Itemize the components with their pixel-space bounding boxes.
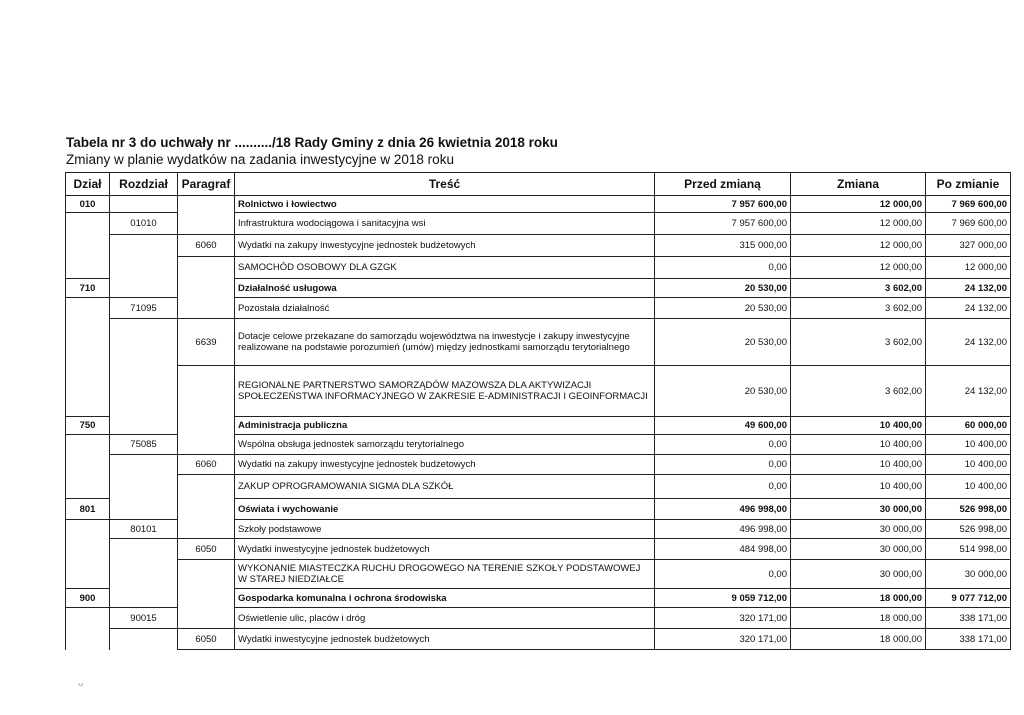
cell-tresc: Wydatki na zakupy inwestycyjne jednostek budżetowych (235, 455, 655, 475)
cell-paragraf (178, 608, 235, 629)
cell-tresc: Wydatki inwestycyjne jednostek budżetowych (235, 629, 655, 650)
table-row (66, 235, 1011, 257)
cell-dzial (66, 366, 110, 417)
cell-dzial (66, 560, 110, 589)
cell-paragraf: 6060 (178, 455, 235, 475)
table-row (66, 608, 1011, 629)
cell-dzial (66, 455, 110, 475)
cell-zmiana: 18 000,00 (791, 589, 926, 608)
cell-przed-zmiana: 7 957 600,00 (655, 213, 791, 235)
cell-rozdzial (110, 629, 178, 650)
stray-mark: ᴗ (78, 678, 84, 689)
cell-tresc: WYKONANIE MIASTECZKA RUCHU DROGOWEGO NA TERENIE SZKOŁY PODSTAWOWEJ W STAREJ NIEDZIAŁCE (235, 560, 655, 589)
cell-rozdzial (110, 279, 178, 298)
cell-po-zmianie: 327 000,00 (926, 235, 1011, 257)
cell-tresc: Administracja publiczna (235, 417, 655, 435)
cell-rozdzial (110, 235, 178, 257)
table-row (66, 417, 1011, 435)
cell-rozdzial (110, 455, 178, 475)
cell-przed-zmiana: 496 998,00 (655, 520, 791, 539)
column-header-zmiana: Zmiana (791, 173, 926, 196)
cell-zmiana: 10 400,00 (791, 455, 926, 475)
cell-tresc: Wydatki na zakupy inwestycyjne jednostek budżetowych (235, 235, 655, 257)
cell-zmiana: 12 000,00 (791, 235, 926, 257)
cell-tresc: SAMOCHÓD OSOBOWY DLA GZGK (235, 257, 655, 279)
cell-przed-zmiana: 20 530,00 (655, 298, 791, 319)
cell-dzial (66, 213, 110, 235)
cell-przed-zmiana: 0,00 (655, 435, 791, 455)
cell-przed-zmiana: 315 000,00 (655, 235, 791, 257)
cell-paragraf (178, 589, 235, 608)
table-row (66, 196, 1011, 213)
column-header-tresc: Treść (235, 173, 655, 196)
cell-paragraf (178, 560, 235, 589)
cell-tresc: Rolnictwo i łowiectwo (235, 196, 655, 213)
cell-dzial: 710 (66, 279, 110, 298)
cell-zmiana: 10 400,00 (791, 435, 926, 455)
column-header-rozdzial: Rozdział (110, 173, 178, 196)
cell-tresc: Oświetlenie ulic, placów i dróg (235, 608, 655, 629)
cell-tresc: REGIONALNE PARTNERSTWO SAMORZĄDÓW MAZOWSZA DLA AKTYWIZACJI SPOŁECZEŃSTWA INFORMACYJNEGO W ZAKRESIE E-ADMINISTRACJI I GEOINFORMACJI (235, 366, 655, 417)
cell-po-zmianie: 514 998,00 (926, 539, 1011, 560)
cell-dzial (66, 435, 110, 455)
cell-rozdzial: 80101 (110, 520, 178, 539)
cell-paragraf: 6060 (178, 235, 235, 257)
cell-tresc: ZAKUP OPROGRAMOWANIA SIGMA DLA SZKÓŁ (235, 475, 655, 499)
cell-po-zmianie: 24 132,00 (926, 319, 1011, 366)
cell-dzial: 900 (66, 589, 110, 608)
table-body (66, 196, 1011, 650)
cell-rozdzial (110, 475, 178, 499)
cell-po-zmianie: 338 171,00 (926, 608, 1011, 629)
cell-przed-zmiana: 0,00 (655, 455, 791, 475)
cell-zmiana: 3 602,00 (791, 298, 926, 319)
cell-paragraf: 6050 (178, 629, 235, 650)
cell-paragraf (178, 499, 235, 520)
cell-przed-zmiana: 9 059 712,00 (655, 589, 791, 608)
table-row (66, 435, 1011, 455)
cell-rozdzial (110, 589, 178, 608)
cell-tresc: Oświata i wychowanie (235, 499, 655, 520)
cell-zmiana: 3 602,00 (791, 279, 926, 298)
cell-po-zmianie: 24 132,00 (926, 366, 1011, 417)
column-header-paragraf: Paragraf (178, 173, 235, 196)
cell-rozdzial (110, 499, 178, 520)
cell-zmiana: 3 602,00 (791, 366, 926, 417)
cell-po-zmianie: 60 000,00 (926, 417, 1011, 435)
document-title: Tabela nr 3 do uchwały nr ........../18 Rady Gminy z dnia 26 kwietnia 2018 roku (66, 135, 558, 150)
cell-rozdzial: 90015 (110, 608, 178, 629)
cell-po-zmianie: 10 400,00 (926, 455, 1011, 475)
cell-zmiana: 30 000,00 (791, 539, 926, 560)
cell-przed-zmiana: 20 530,00 (655, 279, 791, 298)
table-header-row (66, 173, 1011, 196)
cell-tresc: Pozostała działalność (235, 298, 655, 319)
cell-tresc: Infrastruktura wodociągowa i sanitacyjna wsi (235, 213, 655, 235)
cell-po-zmianie: 338 171,00 (926, 629, 1011, 650)
column-header-po-zmianie: Po zmianie (926, 173, 1011, 196)
cell-tresc: Działalność usługowa (235, 279, 655, 298)
table-row (66, 298, 1011, 319)
cell-po-zmianie: 7 969 600,00 (926, 213, 1011, 235)
cell-rozdzial (110, 257, 178, 279)
cell-dzial (66, 257, 110, 279)
cell-po-zmianie: 10 400,00 (926, 475, 1011, 499)
cell-rozdzial (110, 417, 178, 435)
cell-paragraf (178, 366, 235, 417)
cell-dzial (66, 475, 110, 499)
cell-po-zmianie: 24 132,00 (926, 298, 1011, 319)
table-row (66, 319, 1011, 366)
table-row (66, 539, 1011, 560)
cell-rozdzial (110, 560, 178, 589)
cell-zmiana: 12 000,00 (791, 196, 926, 213)
cell-zmiana: 10 400,00 (791, 417, 926, 435)
cell-dzial (66, 235, 110, 257)
cell-rozdzial (110, 366, 178, 417)
cell-paragraf (178, 417, 235, 435)
cell-paragraf: 6639 (178, 319, 235, 366)
cell-zmiana: 3 602,00 (791, 319, 926, 366)
table-row (66, 279, 1011, 298)
document-subtitle: Zmiany w planie wydatków na zadania inwestycyjne w 2018 roku (66, 152, 454, 167)
cell-przed-zmiana: 484 998,00 (655, 539, 791, 560)
cell-przed-zmiana: 320 171,00 (655, 608, 791, 629)
cell-po-zmianie: 12 000,00 (926, 257, 1011, 279)
cell-dzial (66, 319, 110, 366)
cell-zmiana: 12 000,00 (791, 213, 926, 235)
cell-dzial (66, 608, 110, 629)
table-row (66, 455, 1011, 475)
cell-tresc: Gospodarka komunalna i ochrona środowiska (235, 589, 655, 608)
cell-dzial: 801 (66, 499, 110, 520)
cell-paragraf (178, 298, 235, 319)
cell-paragraf (178, 279, 235, 298)
cell-zmiana: 30 000,00 (791, 520, 926, 539)
cell-dzial (66, 629, 110, 650)
cell-dzial (66, 520, 110, 539)
cell-rozdzial: 01010 (110, 213, 178, 235)
cell-paragraf (178, 257, 235, 279)
cell-rozdzial (110, 539, 178, 560)
column-header-dzial: Dział (66, 173, 110, 196)
cell-paragraf (178, 435, 235, 455)
cell-zmiana: 30 000,00 (791, 499, 926, 520)
cell-paragraf: 6050 (178, 539, 235, 560)
cell-po-zmianie: 24 132,00 (926, 279, 1011, 298)
cell-dzial (66, 298, 110, 319)
cell-dzial: 010 (66, 196, 110, 213)
cell-przed-zmiana: 49 600,00 (655, 417, 791, 435)
cell-zmiana: 12 000,00 (791, 257, 926, 279)
cell-po-zmianie: 9 077 712,00 (926, 589, 1011, 608)
cell-paragraf (178, 213, 235, 235)
table-row (66, 520, 1011, 539)
cell-po-zmianie: 526 998,00 (926, 520, 1011, 539)
cell-przed-zmiana: 0,00 (655, 475, 791, 499)
cell-przed-zmiana: 7 957 600,00 (655, 196, 791, 213)
cell-dzial (66, 539, 110, 560)
cell-po-zmianie: 7 969 600,00 (926, 196, 1011, 213)
cell-przed-zmiana: 20 530,00 (655, 319, 791, 366)
cell-rozdzial (110, 196, 178, 213)
cell-zmiana: 18 000,00 (791, 608, 926, 629)
cell-tresc: Dotacje celowe przekazane do samorządu województwa na inwestycje i zakupy inwestycyjne realizowane na podstawie porozumień (umów) między jednostkami samorządu terytorialnego (235, 319, 655, 366)
cell-po-zmianie: 30 000,00 (926, 560, 1011, 589)
cell-przed-zmiana: 0,00 (655, 560, 791, 589)
cell-przed-zmiana: 320 171,00 (655, 629, 791, 650)
table-row (66, 629, 1011, 650)
cell-tresc: Szkoły podstawowe (235, 520, 655, 539)
table-row (66, 560, 1011, 589)
cell-przed-zmiana: 0,00 (655, 257, 791, 279)
cell-dzial: 750 (66, 417, 110, 435)
table-row (66, 475, 1011, 499)
table-row (66, 213, 1011, 235)
column-header-przed-zmiana: Przed zmianą (655, 173, 791, 196)
table-row (66, 589, 1011, 608)
cell-przed-zmiana: 496 998,00 (655, 499, 791, 520)
cell-po-zmianie: 10 400,00 (926, 435, 1011, 455)
budget-table (65, 172, 1011, 650)
cell-zmiana: 10 400,00 (791, 475, 926, 499)
cell-rozdzial: 71095 (110, 298, 178, 319)
cell-zmiana: 18 000,00 (791, 629, 926, 650)
cell-paragraf (178, 196, 235, 213)
cell-po-zmianie: 526 998,00 (926, 499, 1011, 520)
cell-przed-zmiana: 20 530,00 (655, 366, 791, 417)
cell-rozdzial: 75085 (110, 435, 178, 455)
cell-zmiana: 30 000,00 (791, 560, 926, 589)
cell-rozdzial (110, 319, 178, 366)
cell-tresc: Wydatki inwestycyjne jednostek budżetowych (235, 539, 655, 560)
table-row (66, 499, 1011, 520)
table-row (66, 366, 1011, 417)
cell-paragraf (178, 520, 235, 539)
cell-tresc: Wspólna obsługa jednostek samorządu terytorialnego (235, 435, 655, 455)
cell-paragraf (178, 475, 235, 499)
table-row (66, 257, 1011, 279)
